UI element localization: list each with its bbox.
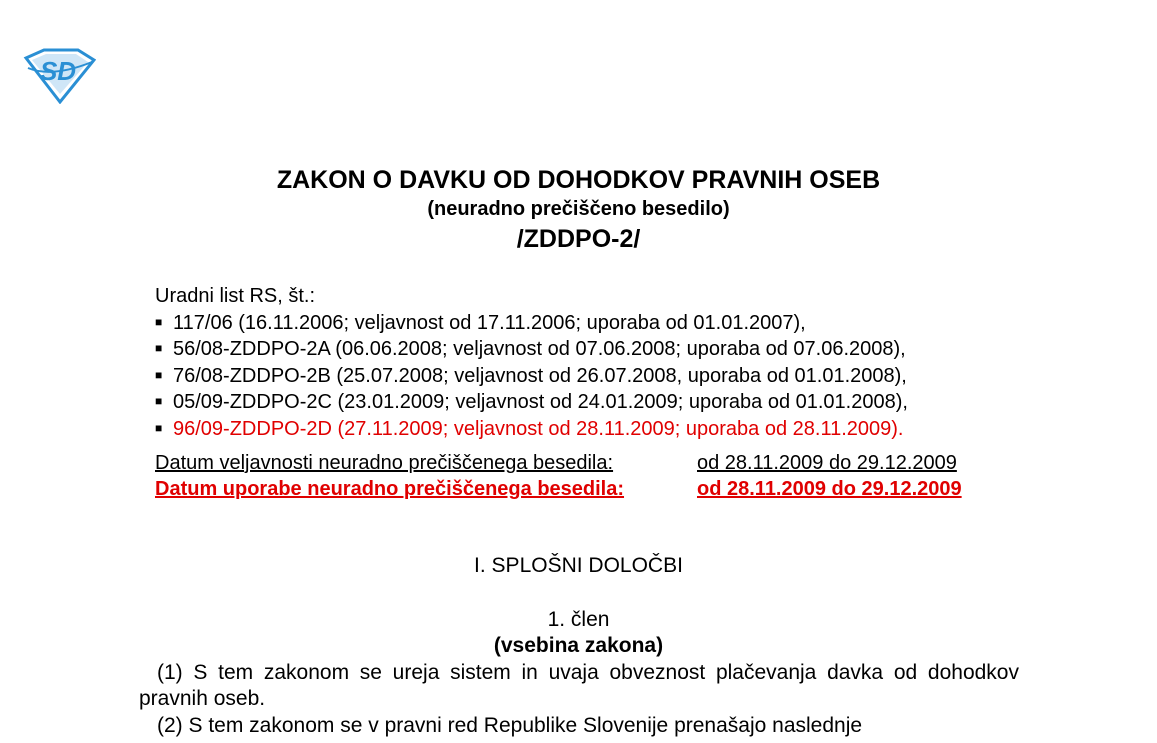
sd-logo-icon xyxy=(22,48,96,104)
gazette-item: ■ 56/08-ZDDPO-2A (06.06.2008; veljavnost od 07.06.2008; uporaba od 07.06.2008), xyxy=(155,338,906,360)
svg-text:SD: SD xyxy=(39,56,77,86)
law-abbreviation: /ZDDPO-2/ xyxy=(516,225,641,253)
bullet-icon: ■ xyxy=(155,314,163,329)
validity-label: Datum veljavnosti neuradno prečiščenega besedila: xyxy=(155,452,614,474)
bullet-icon: ■ xyxy=(155,367,163,382)
use-row xyxy=(155,476,962,502)
gazette-item-highlighted: ■ 96/09-ZDDPO-2D (27.11.2009; veljavnost od 28.11.2009; uporaba od 28.11.2009). xyxy=(155,417,904,440)
section-heading: I. SPLOŠNI DOLOČBI xyxy=(474,554,683,577)
use-value: od 28.11.2009 do 29.12.2009 xyxy=(697,478,962,500)
law-title: ZAKON O DAVKU OD DOHODKOV PRAVNIH OSEB xyxy=(276,166,881,194)
gazette-item: ■ 76/08-ZDDPO-2B (25.07.2008; veljavnost od 26.07.2008, uporaba od 01.01.2008), xyxy=(155,364,907,387)
use-label: Datum uporabe neuradno prečiščenega besedila: xyxy=(155,478,625,500)
article-paragraph-1: (1) S tem zakonom se ureja sistem in uvaja obveznost plačevanja davka od dohodkov pravnih oseb. xyxy=(139,661,1019,710)
gazette-item: ■ 05/09-ZDDPO-2C (23.01.2009; veljavnost od 24.01.2009; uporaba od 01.01.2008), xyxy=(155,391,908,413)
law-subtitle: (neuradno prečiščeno besedilo) xyxy=(427,198,730,220)
gazette-list xyxy=(155,284,908,442)
article-title: (vsebina zakona) xyxy=(493,634,664,657)
bullet-icon: ■ xyxy=(155,420,163,435)
validity-row xyxy=(155,450,962,476)
validity-dates xyxy=(155,450,962,502)
bullet-icon: ■ xyxy=(155,341,163,355)
article-paragraph-2: (2) S tem zakonom se v pravni red Republike Slovenije prenašajo naslednje xyxy=(157,714,863,737)
gazette-item: ■ 117/06 (16.11.2006; veljavnost od 17.11.2006; uporaba od 01.01.2007), xyxy=(155,311,806,334)
validity-value: od 28.11.2009 do 29.12.2009 xyxy=(697,452,957,474)
gazette-label: Uradni list RS, št.: xyxy=(155,285,316,307)
article-number: 1. člen xyxy=(547,608,610,631)
bullet-icon: ■ xyxy=(155,394,163,408)
